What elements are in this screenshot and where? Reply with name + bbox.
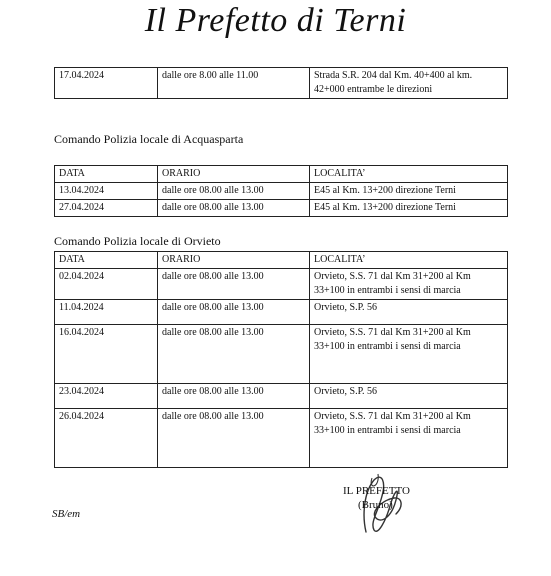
- acquasparta-heading: Comando Polizia locale di Acquasparta: [54, 132, 244, 146]
- table-row: [55, 68, 508, 99]
- time-cell: dalle ore 08.00 alle 13.00: [158, 300, 310, 325]
- signature-name: (Bruno): [358, 499, 393, 511]
- signature-role: IL PREFETTO: [343, 485, 410, 497]
- table-row: [55, 325, 508, 384]
- acquasparta-table: [54, 165, 508, 217]
- table-row: [55, 384, 508, 409]
- table-header-row: [55, 252, 508, 269]
- column-header-location: LOCALITA’: [310, 166, 508, 183]
- location-cell: Orvieto, S.S. 71 dal Km 31+200 al Km 33+100 in entrambi i sensi di marcia: [310, 325, 508, 384]
- column-header-location: LOCALITA’: [310, 252, 508, 269]
- page-title: Il Prefetto di Terni: [144, 2, 407, 39]
- date-cell: 13.04.2024: [55, 183, 158, 200]
- time-cell: dalle ore 08.00 alle 13.00: [158, 384, 310, 409]
- location-cell: Orvieto, S.S. 71 dal Km 31+200 al Km 33+100 in entrambi i sensi di marcia: [310, 269, 508, 300]
- first-table: [54, 67, 508, 99]
- time-cell: dalle ore 8.00 alle 11.00: [158, 68, 310, 99]
- orvieto-table: [54, 251, 508, 468]
- column-header-date: DATA: [55, 252, 158, 269]
- location-cell: Orvieto, S.S. 71 dal Km 31+200 al Km 33+100 in entrambi i sensi di marcia: [310, 409, 508, 468]
- table-row: [55, 183, 508, 200]
- location-cell: Orvieto, S.P. 56: [310, 300, 508, 325]
- date-cell: 17.04.2024: [55, 68, 158, 99]
- document-initials: SB/em: [52, 508, 81, 520]
- column-header-time: ORARIO: [158, 166, 310, 183]
- table-row: [55, 409, 508, 468]
- date-cell: 27.04.2024: [55, 200, 158, 217]
- table-row: [55, 300, 508, 325]
- date-cell: 11.04.2024: [55, 300, 158, 325]
- date-cell: 26.04.2024: [55, 409, 158, 468]
- time-cell: dalle ore 08.00 alle 13.00: [158, 183, 310, 200]
- date-cell: 23.04.2024: [55, 384, 158, 409]
- location-cell: E45 al Km. 13+200 direzione Terni: [310, 183, 508, 200]
- signature-block: [343, 484, 410, 512]
- date-cell: 16.04.2024: [55, 325, 158, 384]
- location-cell: Orvieto, S.P. 56: [310, 384, 508, 409]
- time-cell: dalle ore 08.00 alle 13.00: [158, 325, 310, 384]
- location-cell: E45 al Km. 13+200 direzione Terni: [310, 200, 508, 217]
- time-cell: dalle ore 08.00 alle 13.00: [158, 409, 310, 468]
- table-header-row: [55, 166, 508, 183]
- column-header-time: ORARIO: [158, 252, 310, 269]
- column-header-date: DATA: [55, 166, 158, 183]
- table-row: [55, 200, 508, 217]
- table-row: [55, 269, 508, 300]
- time-cell: dalle ore 08.00 alle 13.00: [158, 200, 310, 217]
- date-cell: 02.04.2024: [55, 269, 158, 300]
- orvieto-heading: Comando Polizia locale di Orvieto: [54, 234, 221, 248]
- location-cell: Strada S.R. 204 dal Km. 40+400 al km. 42+000 entrambe le direzioni: [310, 68, 508, 99]
- time-cell: dalle ore 08.00 alle 13.00: [158, 269, 310, 300]
